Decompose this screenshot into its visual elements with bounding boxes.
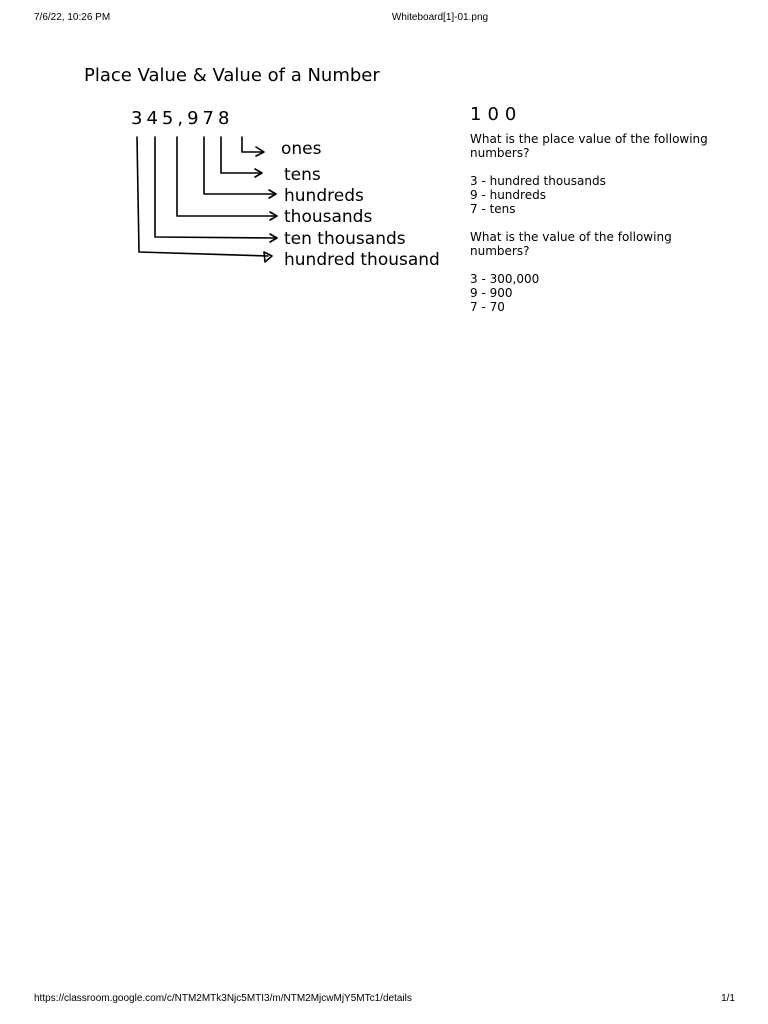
print-header-filename: Whiteboard[1]-01.png [391,12,489,23]
question-place-value: What is the place value of the following numbers? [470,132,708,160]
questions-panel [470,104,720,314]
answer-line: 3 - hundred thousands [470,174,606,188]
label-tens: tens [284,165,321,185]
print-footer-page: 1/1 [721,993,735,1004]
answer-line: 3 - 300,000 [470,272,540,286]
print-footer-url: https://classroom.google.com/c/NTM2MTk3Njc5MTI3/m/NTM2MjcwMjY5MTc1/details [34,993,412,1004]
arrowhead-hundred-thousand [264,252,272,262]
answer-line: 9 - 900 [470,286,513,300]
arrow-hundreds [204,137,275,194]
answer-line: 7 - 70 [470,300,505,314]
arrow-thousands [177,137,276,216]
label-hundreds: hundreds [284,186,364,206]
label-ten-thousands: ten thousands [284,229,406,249]
question-value: What is the value of the following numbers? [470,230,672,258]
label-hundred-thousand: hundred thousand [284,250,440,270]
whiteboard-title: Place Value & Value of a Number [84,65,380,86]
label-ones: ones [281,139,322,159]
arrow-tens [221,137,261,173]
print-header-datetime: 7/6/22, 10:26 PM [34,12,111,23]
answer-line: 7 - tens [470,202,516,216]
answer-line: 9 - hundreds [470,188,546,202]
label-thousands: thousands [284,207,373,227]
right-number: 100 [470,104,523,125]
example-number: 345,978 [131,108,234,129]
